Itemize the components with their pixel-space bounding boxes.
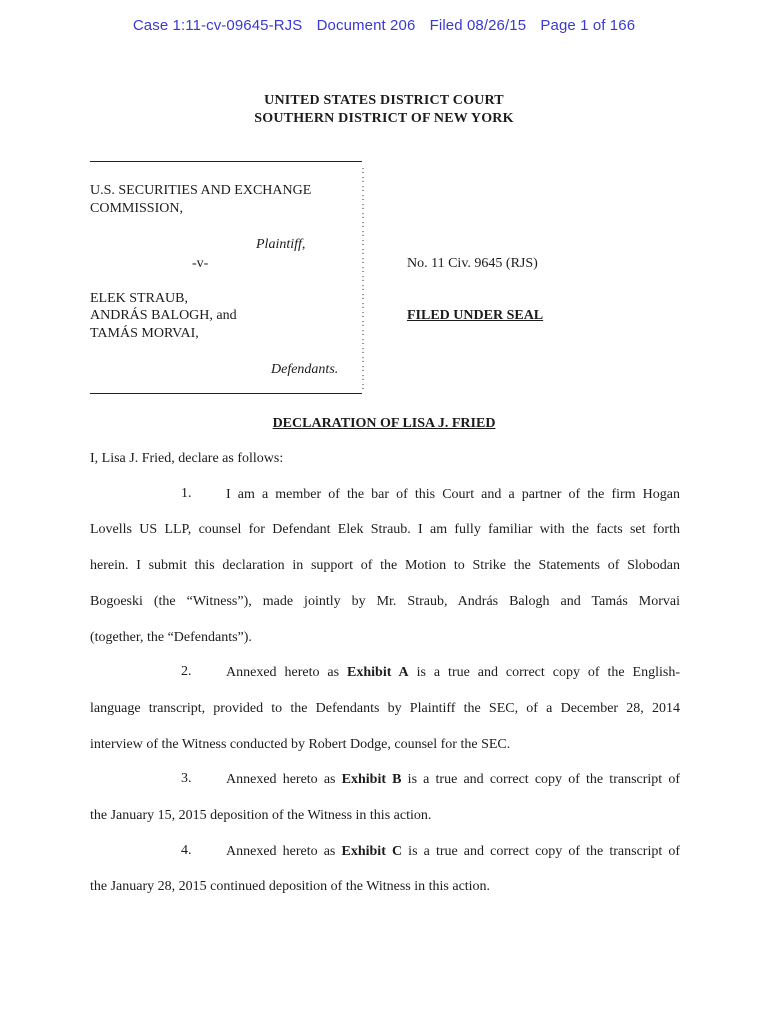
paragraph-1-line-5: (together, the “Defendants”). [90, 630, 252, 645]
document-number-stamp: Document 206 [316, 17, 416, 34]
paragraph-4-line-1 [226, 843, 680, 861]
paragraph-3-line-1 [226, 771, 680, 789]
paragraph-4-line-1-tail: is a true and correct copy of the transcript of [402, 844, 681, 859]
paragraph-4-number: 4. [181, 843, 192, 858]
plaintiff-name-line-2: COMMISSION, [90, 201, 183, 216]
versus-label: -v- [192, 256, 209, 271]
caption-bottom-rule [90, 393, 362, 394]
exhibit-c-reference: Exhibit C [341, 844, 403, 859]
paragraph-1-number: 1. [181, 486, 192, 501]
exhibit-b-reference: Exhibit B [341, 772, 402, 787]
paragraph-3-line-1-tail: is a true and correct copy of the transcript of [401, 772, 680, 787]
exhibit-a-reference: Exhibit A [347, 665, 409, 680]
court-name: UNITED STATES DISTRICT COURT [264, 93, 504, 108]
paragraph-1-line-1: I am a member of the bar of this Court and a partner of the firm Hogan [226, 487, 680, 502]
paragraph-1-line-4: Bogoeski (the “Witness”), made jointly by Mr. Straub, András Balogh and Tamás Morvai [90, 594, 680, 609]
court-district: SOUTHERN DISTRICT OF NEW YORK [254, 111, 514, 126]
paragraph-2-line-3: interview of the Witness conducted by Robert Dodge, counsel for the SEC. [90, 737, 511, 752]
paragraph-2-line-1-tail: is a true and correct copy of the English- [408, 665, 680, 680]
filed-date-stamp: Filed 08/26/15 [429, 17, 527, 34]
paragraph-1-line-2: Lovells US LLP, counsel for Defendant Elek Straub. I am fully familiar with the facts set forth [90, 522, 680, 537]
filed-under-seal-label: FILED UNDER SEAL [407, 308, 544, 323]
page-count-stamp: Page 1 of 166 [540, 17, 636, 34]
paragraph-3-line-2: the January 15, 2015 deposition of the Witness in this action. [90, 808, 432, 823]
paragraph-4-line-2: the January 28, 2015 continued deposition of the Witness in this action. [90, 879, 491, 894]
paragraph-2-number: 2. [181, 664, 192, 679]
defendant-name-1: ELEK STRAUB, [90, 291, 188, 306]
declaration-intro: I, Lisa J. Fried, declare as follows: [90, 451, 284, 466]
defendants-label: Defendants. [271, 362, 339, 377]
civil-case-number: No. 11 Civ. 9645 (RJS) [407, 256, 538, 271]
plaintiff-name-line-1: U.S. SECURITIES AND EXCHANGE [90, 183, 312, 198]
paragraph-2-line-1-lead: Annexed hereto as [226, 665, 348, 680]
paragraph-3-number: 3. [181, 771, 192, 786]
case-number-stamp: Case 1:11-cv-09645-RJS [132, 17, 303, 34]
defendant-name-2: ANDRÁS BALOGH, and [90, 308, 237, 323]
paragraph-2-line-2: language transcript, provided to the Defendants by Plaintiff the SEC, of a December 28, 2014 [90, 701, 680, 716]
paragraph-1-line-3: herein. I submit this declaration in support of the Motion to Strike the Statements of Slobodan [90, 558, 680, 573]
paragraph-2-line-1 [226, 664, 680, 682]
defendant-name-3: TAMÁS MORVAI, [90, 326, 199, 341]
ecf-header-stamp [0, 17, 768, 34]
caption-colon-column: : : : : : : : : : : : : : : : : : : : : : : : : : [361, 166, 365, 392]
plaintiff-label: Plaintiff, [256, 237, 306, 252]
paragraph-4-line-1-lead: Annexed hereto as [226, 844, 342, 859]
caption-top-rule [90, 161, 362, 162]
declaration-title: DECLARATION OF LISA J. FRIED [272, 416, 496, 431]
paragraph-3-line-1-lead: Annexed hereto as [226, 772, 342, 787]
